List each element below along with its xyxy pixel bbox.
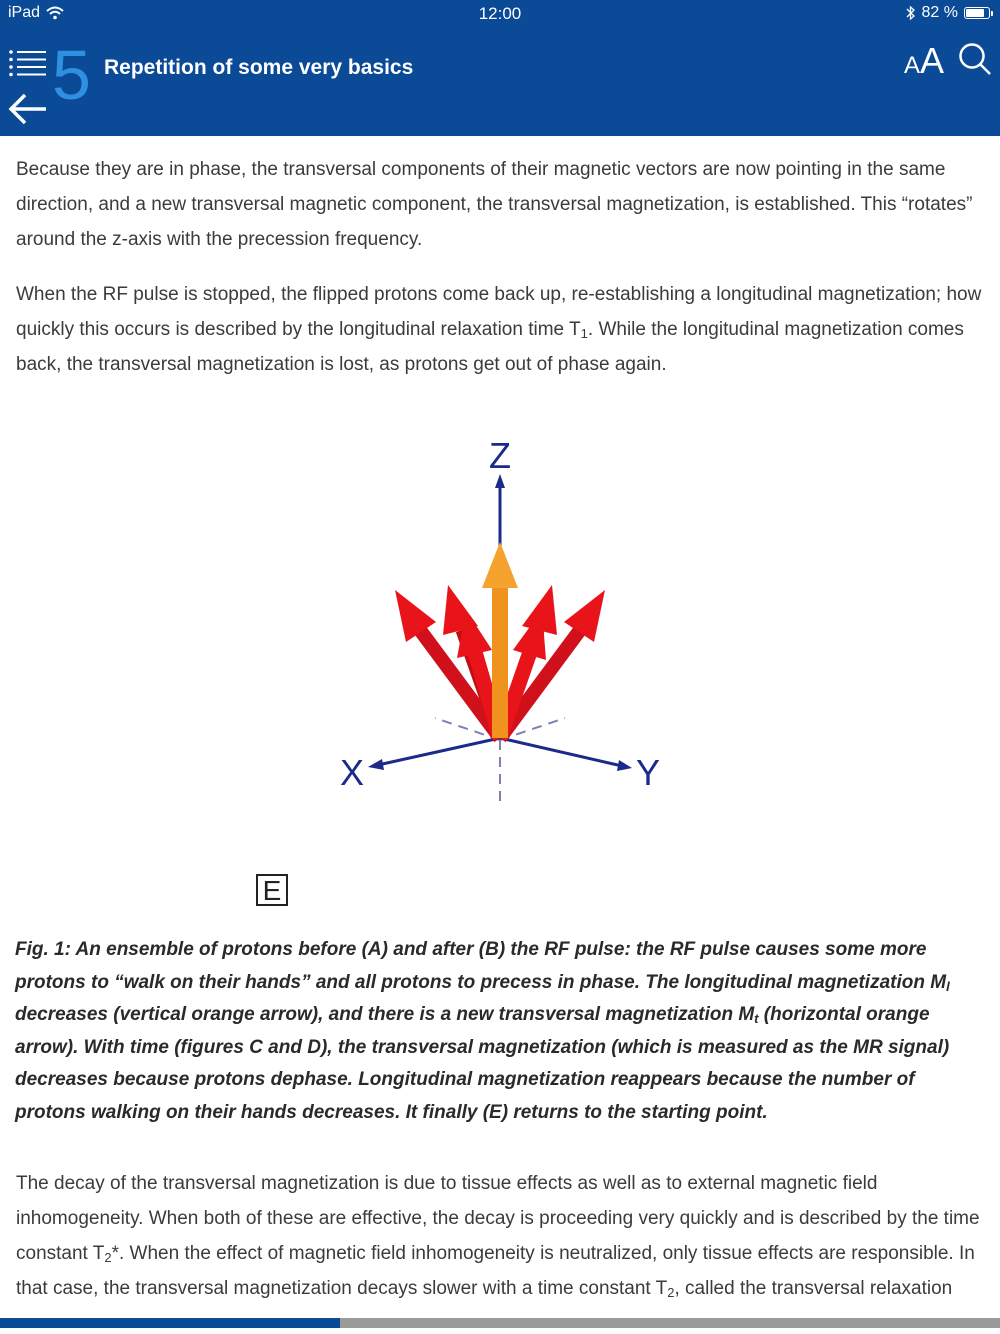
battery-level	[966, 9, 984, 17]
reading-progress-bar[interactable]	[0, 1318, 1000, 1328]
status-bar	[0, 0, 1000, 28]
list-menu-icon[interactable]	[8, 48, 48, 78]
y-axis	[500, 738, 622, 766]
navigation-bar	[0, 28, 1000, 136]
font-size-large-icon: A	[920, 40, 945, 81]
battery-icon	[964, 7, 990, 19]
x-axis	[378, 738, 500, 765]
font-size-button[interactable]	[904, 40, 944, 80]
figure-caption: Fig. 1: An ensemble of protons before (A) and after (B) the RF pulse: the RF pulse causes some more protons to “walk on their hands” and all protons to precess in phase. The longitudinal magnetization $M_l$ decreases (vertical orange arrow), and there is a new transversal magnetization $M_t$ (horizontal orange arrow). With time (figures C and D), the transversal magnetization (which is measured as the MR signal) decreases because protons dephase. Longitudinal magnetization reappears because the number of protons walking on their hands decreases. It finally (E) returns to the starting point.	[15, 939, 950, 1123]
battery-percent: 82 %	[921, 4, 958, 21]
paragraph-transversal-magnetization: Because they are in phase, the transversal components of their magnetic vectors are now pointing in the same direction, and a new transversal magnetic component, the transversal magnetization, is established. This “rotates” around the z-axis with the precession frequency.	[16, 159, 973, 250]
y-axis-label: Y	[635, 752, 661, 793]
font-size-small-icon: A	[904, 52, 921, 79]
bluetooth-icon	[906, 5, 916, 21]
x-axis-arrowhead	[368, 759, 384, 770]
y-axis-arrowhead	[617, 760, 632, 771]
figure-panel-label: E	[256, 874, 288, 906]
back-arrow-icon[interactable]	[8, 92, 48, 126]
device-label: iPad	[8, 4, 41, 21]
paragraph-longitudinal-relaxation: When the RF pulse is stopped, the flipped protons come back up, re-establishing a longitudinal magnetization; how quickly this occurs is described by the longitudinal relaxation time $T_1$. While the longitudinal magnetization comes back, the transversal magnetization is lost, as protons get out of phase again.	[16, 284, 982, 375]
x-axis-label: X	[339, 752, 365, 793]
reading-progress-fill	[0, 1318, 340, 1328]
page-title: Repetition of some very basics	[104, 56, 414, 79]
search-icon[interactable]	[958, 42, 992, 76]
paragraph-transversal-decay: The decay of the transversal magnetization is due to tissue effects as well as to external magnetic field inhomogeneity. When both of these are effective, the decay is proceeding very quickly and is described by the time constant $T_2*$. When the effect of magnetic field inhomogeneity is neutralized, only tissue effects are responsible. In that case, the transversal magnetization decays slower with a time constant $T_2$, called the transversal relaxation	[16, 1173, 980, 1300]
z-axis-label: Z	[489, 435, 511, 476]
chapter-number: 5	[52, 36, 91, 114]
z-axis-arrowhead	[495, 474, 505, 488]
clock: 12:00	[478, 4, 522, 23]
magnetization-figure	[330, 430, 670, 820]
article-content	[16, 136, 986, 382]
